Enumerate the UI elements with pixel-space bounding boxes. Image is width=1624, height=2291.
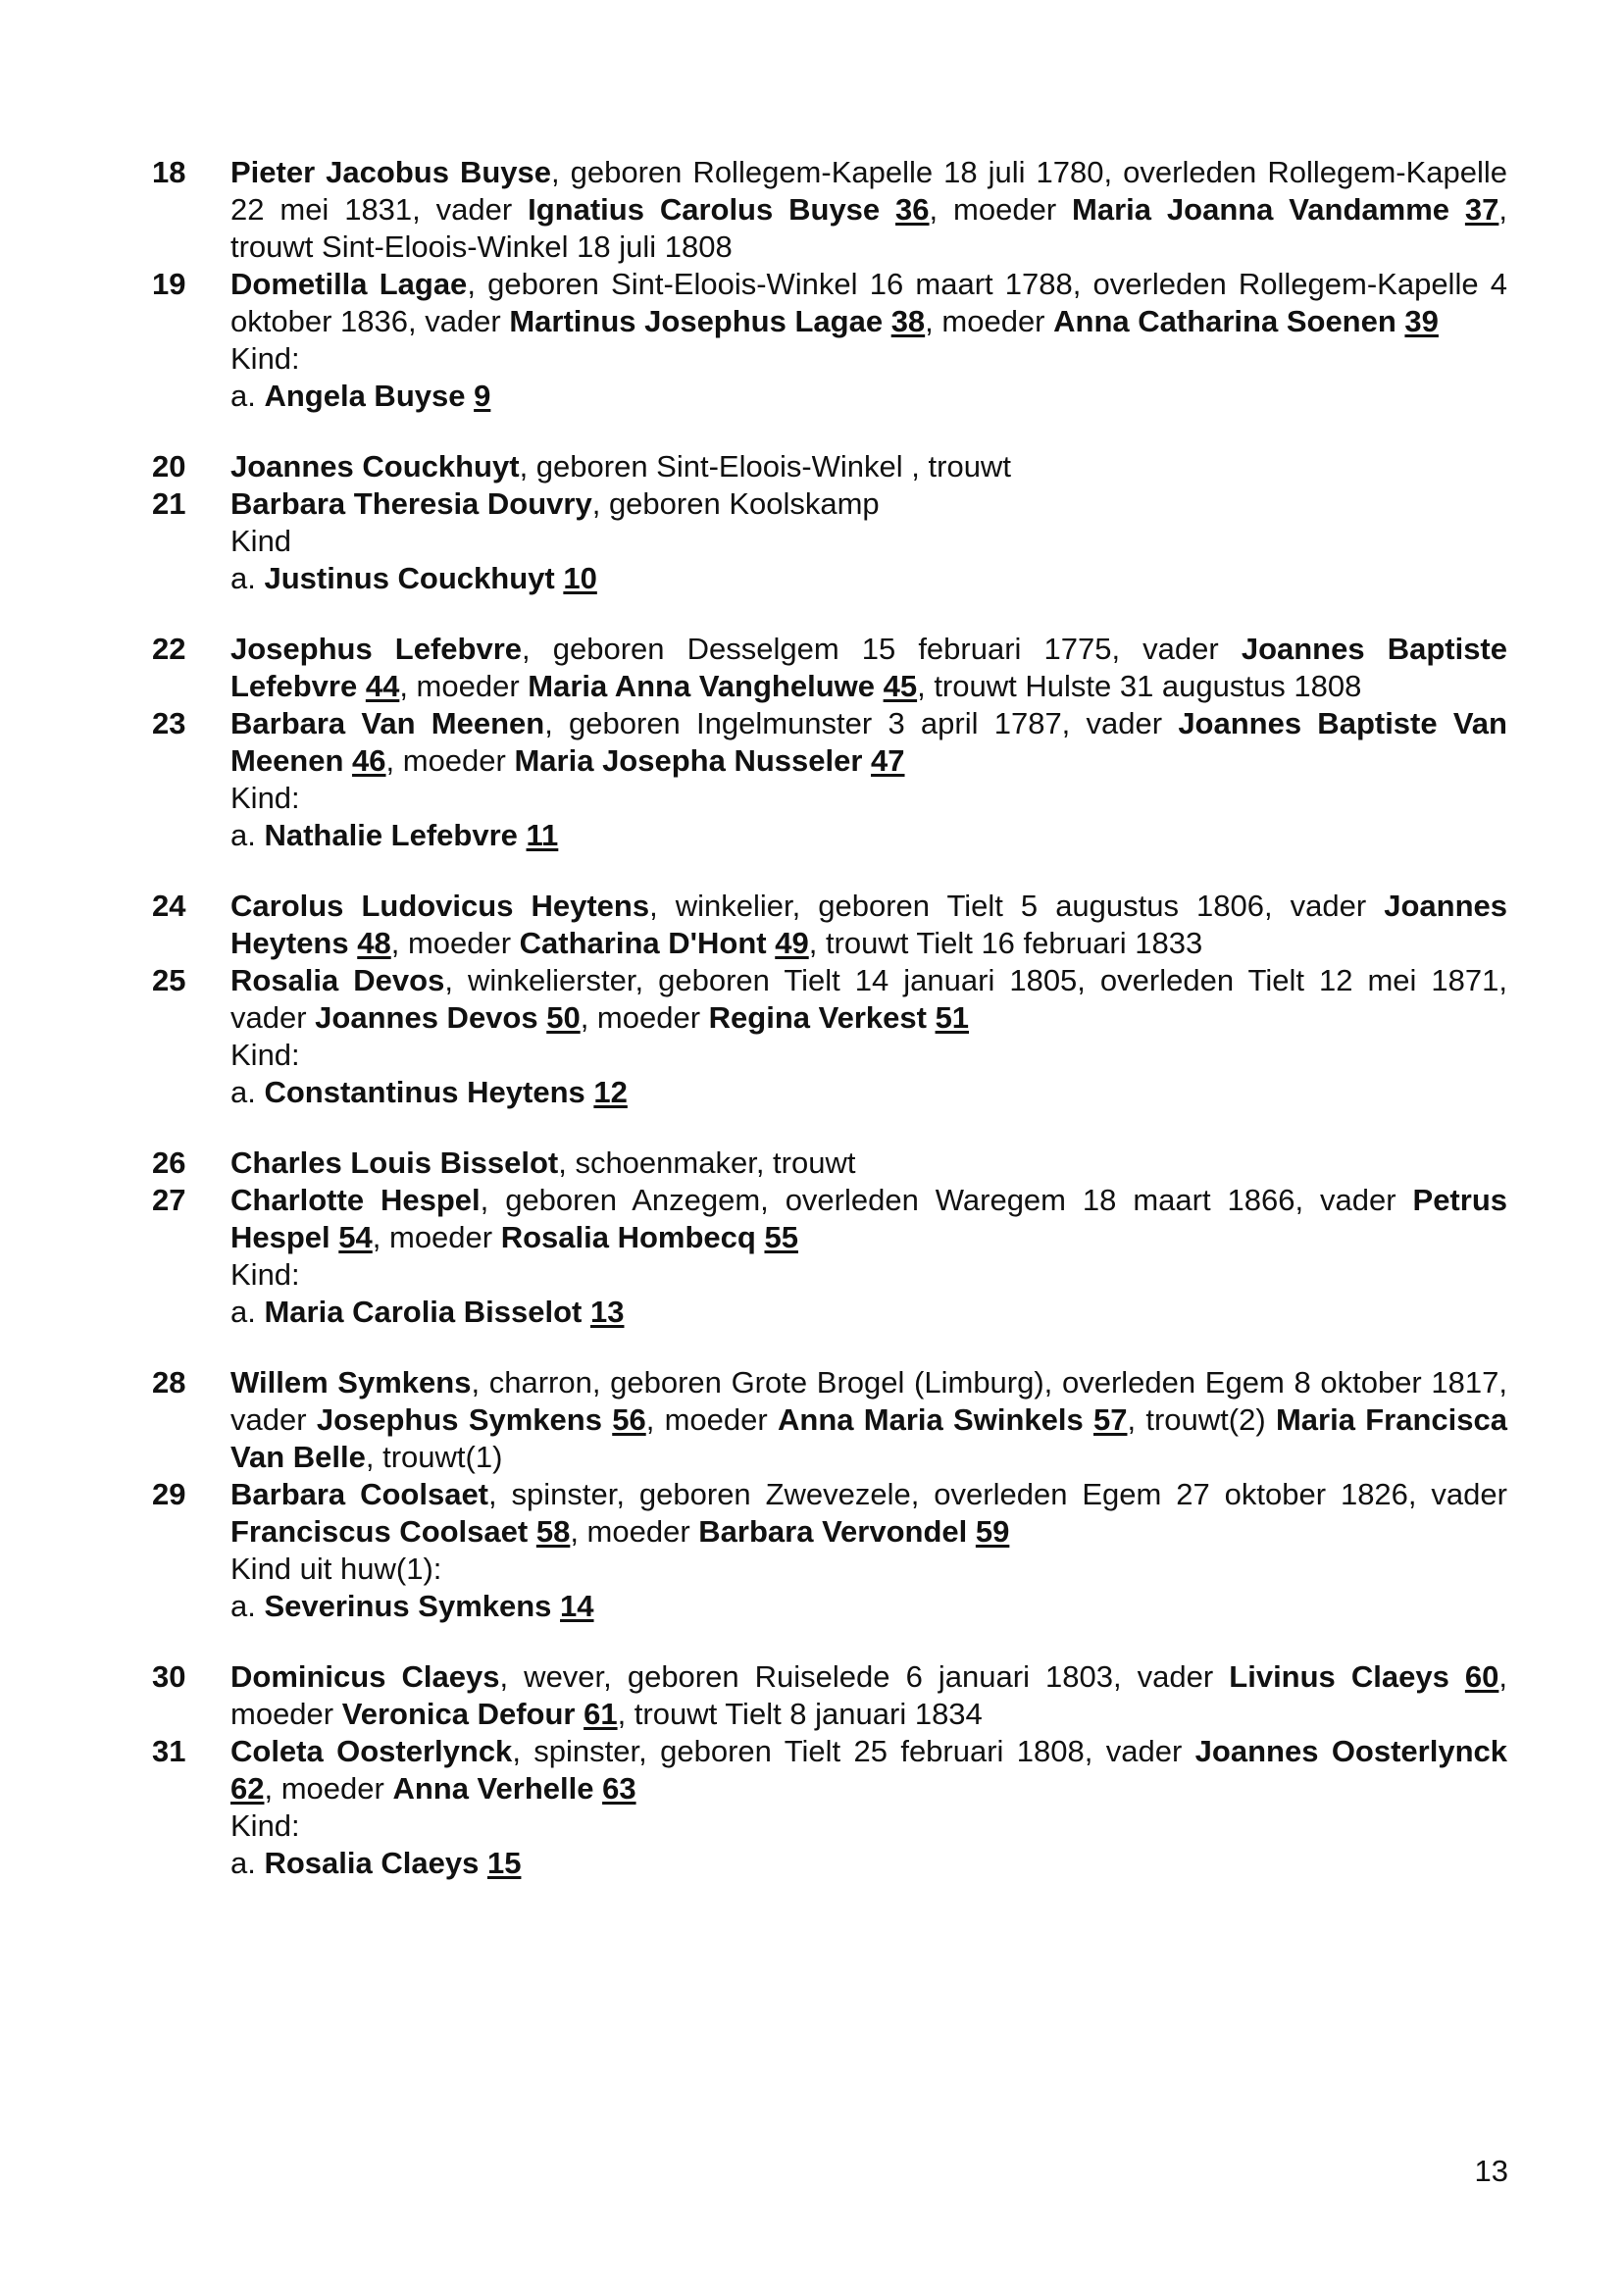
- description-text: , trouwt Tielt 16 februari 1833: [808, 926, 1203, 960]
- ancestor-reference-number: 57: [1093, 1402, 1128, 1437]
- description-text: , moeder: [925, 304, 1054, 338]
- ancestor-reference-number: 44: [365, 669, 400, 703]
- child-label: Kind:: [230, 1257, 300, 1292]
- person-name: Charles Louis Bisselot: [230, 1146, 559, 1180]
- child-name: Constantinus Heytens: [264, 1075, 585, 1109]
- person-name: Ignatius Carolus Buyse: [528, 192, 896, 227]
- person-description: [230, 1145, 1507, 1182]
- person-entry: [152, 631, 1507, 705]
- child-label: Kind:: [230, 1808, 300, 1843]
- description-text: , geboren Koolskamp: [591, 486, 880, 521]
- child-entry: [152, 1588, 1507, 1625]
- child-list-marker: a.: [230, 379, 265, 413]
- child-reference-number: 11: [526, 818, 559, 852]
- child-reference-number: 14: [560, 1589, 594, 1623]
- person-description: [230, 448, 1507, 485]
- group-separator: [152, 415, 1507, 448]
- child-label: Kind:: [230, 341, 300, 376]
- ancestor-reference-number: 46: [352, 743, 386, 778]
- person-name: Anna Catharina Soenen: [1053, 304, 1405, 338]
- description-text: , moeder: [580, 1000, 709, 1035]
- description-text: , moeder: [385, 743, 515, 778]
- description-text: , trouwt Hulste 31 augustus 1808: [917, 669, 1362, 703]
- person-number: 24: [152, 889, 186, 923]
- person-entry: [152, 448, 1507, 485]
- child-reference-number: 13: [590, 1295, 625, 1329]
- person-description: [230, 1476, 1507, 1551]
- person-number: 22: [152, 632, 186, 666]
- person-name: Joannes Devos: [315, 1000, 547, 1035]
- person-name: Joannes Heytens: [230, 889, 1507, 960]
- child-reference-number: 9: [474, 379, 491, 413]
- description-text: , trouwt Sint-Eloois-Winkel 18 juli 1808: [230, 192, 1507, 264]
- child-entry: [152, 378, 1507, 415]
- child-name: Severinus Symkens: [264, 1589, 552, 1623]
- group-separator: [152, 1331, 1507, 1364]
- person-name: Petrus Hespel: [230, 1183, 1507, 1254]
- group-separator: [152, 854, 1507, 888]
- person-number: 28: [152, 1365, 186, 1400]
- child-list-marker: a.: [230, 1589, 265, 1623]
- group-separator: [152, 1625, 1507, 1658]
- description-text: , geboren Sint-Eloois-Winkel , trouwt: [519, 449, 1011, 484]
- spacer: [551, 1589, 560, 1623]
- child-name: Angela Buyse: [264, 379, 466, 413]
- child-list-marker: a.: [230, 1295, 265, 1329]
- person-name: Willem Symkens: [230, 1365, 472, 1400]
- family-group: [152, 448, 1507, 597]
- child-name: Nathalie Lefebvre: [264, 818, 518, 852]
- person-name: Carolus Ludovicus Heytens: [230, 889, 650, 923]
- person-description: [230, 154, 1507, 266]
- ancestor-reference-number: 38: [890, 304, 926, 338]
- spacer: [582, 1295, 590, 1329]
- ancestor-reference-number: 60: [1464, 1659, 1499, 1694]
- page-number: 13: [1474, 2154, 1508, 2188]
- person-description: [230, 266, 1507, 340]
- child-label: Kind: [230, 524, 292, 558]
- child-name: Rosalia Claeys: [264, 1846, 480, 1880]
- person-entry: [152, 962, 1507, 1037]
- child-reference-number: 12: [593, 1075, 628, 1109]
- person-entry: [152, 1733, 1507, 1807]
- child-entry: [152, 1074, 1507, 1111]
- family-group: [152, 1658, 1507, 1882]
- child-label: Kind:: [230, 1038, 300, 1072]
- person-number: 20: [152, 449, 186, 484]
- person-name: Regina Verkest: [708, 1000, 936, 1035]
- ancestor-reference-number: 48: [357, 926, 391, 960]
- person-entry: [152, 485, 1507, 523]
- description-text: , schoenmaker, trouwt: [558, 1146, 856, 1180]
- ancestor-reference-number: 50: [546, 1000, 581, 1035]
- person-name: Charlotte Hespel: [230, 1183, 481, 1217]
- person-name: Josephus Symkens: [316, 1402, 613, 1437]
- description-text: , geboren Rollegem-Kapelle 18 juli 1780, overleden Rollegem-Kapelle 22 mei 1831, vader: [230, 155, 1508, 227]
- ancestor-reference-number: 47: [871, 743, 905, 778]
- child-reference-number: 10: [563, 561, 597, 595]
- ancestor-reference-number: 55: [764, 1220, 798, 1254]
- person-name: Joannes Baptiste Lefebvre: [230, 632, 1507, 703]
- person-description: [230, 888, 1507, 962]
- family-group: [152, 1145, 1507, 1331]
- ancestor-reference-number: 58: [535, 1514, 571, 1549]
- child-list-marker: a.: [230, 561, 265, 595]
- person-name: Martinus Josephus Lagae: [509, 304, 891, 338]
- child-entry: [152, 560, 1507, 597]
- person-name: Dominicus Claeys: [230, 1659, 500, 1694]
- ancestor-reference-number: 54: [338, 1220, 373, 1254]
- spacer: [465, 379, 474, 413]
- family-group: [152, 631, 1507, 854]
- person-entry: [152, 888, 1507, 962]
- person-description: [230, 1182, 1507, 1256]
- description-text: , winkelierster, geboren Tielt 14 januari 1805, overleden Tielt 12 mei 1871, vader: [230, 963, 1507, 1035]
- person-name: Anna Maria Swinkels: [778, 1402, 1093, 1437]
- child-reference-number: 15: [486, 1846, 522, 1880]
- person-name: Anna Verhelle: [392, 1771, 603, 1806]
- family-group: [152, 1364, 1507, 1625]
- person-name: Franciscus Coolsaet: [230, 1514, 536, 1549]
- ancestor-reference-number: 36: [895, 192, 930, 227]
- person-description: [230, 705, 1507, 780]
- person-entry: [152, 705, 1507, 780]
- person-number: 18: [152, 155, 186, 189]
- person-name: Barbara Van Meenen: [230, 706, 545, 740]
- person-number: 19: [152, 267, 186, 301]
- ancestor-reference-number: 62: [230, 1771, 265, 1806]
- person-description: [230, 631, 1507, 705]
- person-name: Josephus Lefebvre: [230, 632, 523, 666]
- person-number: 21: [152, 486, 186, 521]
- ancestor-reference-number: 37: [1464, 192, 1499, 227]
- description-text: , moeder: [230, 1659, 1507, 1731]
- family-group: [152, 154, 1507, 415]
- ancestor-reference-number: 39: [1404, 304, 1439, 338]
- child-name: Maria Carolia Bisselot: [264, 1295, 583, 1329]
- group-separator: [152, 1111, 1507, 1145]
- child-label: Kind:: [230, 781, 300, 815]
- child-name: Justinus Couckhuyt: [264, 561, 555, 595]
- ancestor-reference-number: 51: [935, 1000, 970, 1035]
- ancestor-reference-number: 61: [584, 1697, 618, 1731]
- description-text: , moeder: [390, 926, 520, 960]
- person-number: 26: [152, 1146, 186, 1180]
- description-text: , moeder: [645, 1402, 778, 1437]
- description-text: , moeder: [570, 1514, 699, 1549]
- family-group: [152, 888, 1507, 1111]
- person-name: Maria Francisca Van Belle: [230, 1402, 1507, 1474]
- ancestor-reference-number: 45: [883, 669, 918, 703]
- genealogy-entries: [152, 154, 1507, 1882]
- person-name: Joannes Baptiste Van Meenen: [230, 706, 1507, 778]
- description-text: , moeder: [399, 669, 529, 703]
- person-number: 30: [152, 1659, 186, 1694]
- person-name: Pieter Jacobus Buyse: [230, 155, 552, 189]
- description-text: , trouwt(1): [365, 1440, 503, 1474]
- description-text: , winkelier, geboren Tielt 5 augustus 1806, vader: [649, 889, 1385, 923]
- description-text: , geboren Desselgem 15 februari 1775, vader: [522, 632, 1242, 666]
- ancestor-reference-number: 56: [612, 1402, 646, 1437]
- person-name: Maria Anna Vangheluwe: [528, 669, 884, 703]
- person-name: Livinus Claeys: [1229, 1659, 1465, 1694]
- child-label: Kind uit huw(1):: [230, 1552, 442, 1586]
- person-entry: [152, 1476, 1507, 1551]
- person-entry: [152, 266, 1507, 340]
- description-text: , geboren Ingelmunster 3 april 1787, vader: [544, 706, 1179, 740]
- person-name: Veronica Defour: [341, 1697, 584, 1731]
- person-description: [230, 1364, 1507, 1476]
- person-name: Catharina D'Hont: [519, 926, 776, 960]
- person-name: Rosalia Hombecq: [500, 1220, 765, 1254]
- person-description: [230, 485, 1507, 523]
- description-text: , wever, geboren Ruiselede 6 januari 1803, vader: [499, 1659, 1230, 1694]
- person-name: Maria Joanna Vandamme: [1072, 192, 1465, 227]
- description-text: , spinster, geboren Zwevezele, overleden Egem 27 oktober 1826, vader: [488, 1477, 1507, 1511]
- child-entry: [152, 1845, 1507, 1882]
- ancestor-reference-number: 49: [775, 926, 809, 960]
- person-number: 25: [152, 963, 186, 997]
- ancestor-reference-number: 59: [975, 1514, 1010, 1549]
- child-entry: [152, 817, 1507, 854]
- person-entry: [152, 1658, 1507, 1733]
- description-text: , trouwt Tielt 8 januari 1834: [617, 1697, 983, 1731]
- person-name: Barbara Coolsaet: [230, 1477, 489, 1511]
- person-number: 23: [152, 706, 186, 740]
- description-text: , moeder: [929, 192, 1073, 227]
- person-description: [230, 1658, 1507, 1733]
- description-text: , trouwt(2): [1127, 1402, 1276, 1437]
- person-description: [230, 1733, 1507, 1807]
- group-separator: [152, 597, 1507, 631]
- ancestor-reference-number: 63: [602, 1771, 636, 1806]
- person-number: 27: [152, 1183, 186, 1217]
- description-text: , spinster, geboren Tielt 25 februari 1808, vader: [512, 1734, 1195, 1768]
- person-entry: [152, 1145, 1507, 1182]
- description-text: , moeder: [264, 1771, 393, 1806]
- description-text: , geboren Sint-Eloois-Winkel 16 maart 1788, overleden Rollegem-Kapelle 4 oktober 1836, vader: [230, 267, 1507, 338]
- spacer: [479, 1846, 487, 1880]
- child-entry: [152, 1294, 1507, 1331]
- description-text: , geboren Anzegem, overleden Waregem 18 maart 1866, vader: [480, 1183, 1413, 1217]
- person-name: Maria Josepha Nusseler: [514, 743, 872, 778]
- person-entry: [152, 1182, 1507, 1256]
- person-name: Joannes Oosterlynck: [1194, 1734, 1508, 1768]
- person-entry: [152, 1364, 1507, 1476]
- description-text: , charron, geboren Grote Brogel (Limburg), overleden Egem 8 oktober 1817, vader: [230, 1365, 1507, 1437]
- person-entry: [152, 154, 1507, 266]
- description-text: , moeder: [372, 1220, 501, 1254]
- person-number: 31: [152, 1734, 186, 1768]
- person-name: Rosalia Devos: [230, 963, 445, 997]
- spacer: [518, 818, 527, 852]
- child-list-marker: a.: [230, 1846, 265, 1880]
- person-name: Barbara Vervondel: [698, 1514, 976, 1549]
- person-name: Dometilla Lagae: [230, 267, 468, 301]
- person-name: Coleta Oosterlynck: [230, 1734, 513, 1768]
- child-list-marker: a.: [230, 1075, 265, 1109]
- child-list-marker: a.: [230, 818, 265, 852]
- person-name: Joannes Couckhuyt: [230, 449, 520, 484]
- person-name: Barbara Theresia Douvry: [230, 486, 592, 521]
- person-number: 29: [152, 1477, 186, 1511]
- person-description: [230, 962, 1507, 1037]
